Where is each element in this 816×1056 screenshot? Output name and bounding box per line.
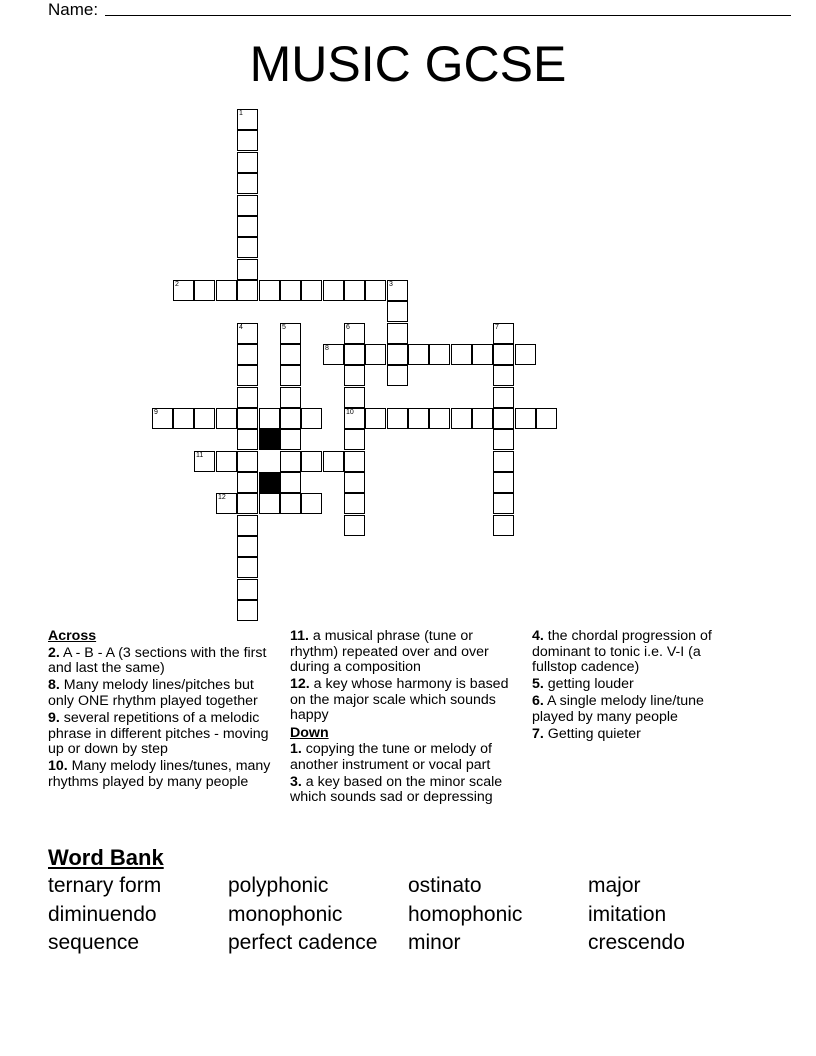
crossword-blocked-cell [259,472,280,493]
crossword-cell[interactable] [323,451,344,472]
clue-number: 12 [218,494,226,501]
crossword-cell[interactable] [515,408,536,429]
crossword-cell[interactable] [387,280,408,301]
down-clue: 1. copying the tune or melody of another instrument or vocal part [290,741,492,773]
crossword-cell[interactable] [259,408,280,429]
word-bank-word: minor [408,931,461,954]
down-clue: 4. the chordal progression of dominant to tonic i.e. V-I (a fullstop cadence) [532,628,712,676]
crossword-cell[interactable] [429,408,450,429]
crossword-cell[interactable] [493,344,514,365]
crossword-cell[interactable] [493,387,514,408]
crossword-cell[interactable] [237,429,258,450]
clue-number: 11 [196,452,204,459]
crossword-cell[interactable] [194,451,215,472]
crossword-cell[interactable] [237,195,258,216]
crossword-cell[interactable] [237,237,258,258]
crossword-cell[interactable] [216,280,237,301]
across-clue: 9. several repetitions of a melodic phrase in different pitches - moving up or down by step [48,709,269,758]
word-bank-word: crescendo [588,931,685,954]
crossword-cell[interactable] [451,344,472,365]
clue-number: 6 [346,324,350,331]
clue-number: 2 [175,281,179,288]
clue-number: 4 [239,324,243,331]
crossword-cell[interactable] [280,408,301,429]
across-heading: Across [48,628,97,644]
crossword-cell[interactable] [237,472,258,493]
clue-number: 10 [346,409,354,416]
crossword-cell[interactable] [237,536,258,557]
down-clue: 5. getting louder [532,676,634,693]
crossword-cell[interactable] [237,557,258,578]
down-clue: 6. A single melody line/tune played by many people [532,693,704,725]
word-bank-word: diminuendo [48,903,157,926]
crossword-cell[interactable] [280,451,301,472]
crossword-cell[interactable] [194,408,215,429]
crossword-cell[interactable] [344,323,365,344]
crossword-cell[interactable] [259,280,280,301]
crossword-cell[interactable] [237,323,258,344]
crossword-cell[interactable] [237,344,258,365]
crossword-cell[interactable] [493,515,514,536]
crossword-cell[interactable] [237,387,258,408]
word-bank-word: major [588,874,641,897]
crossword-cell[interactable] [280,472,301,493]
crossword-cell[interactable] [237,259,258,280]
crossword-cell[interactable] [280,344,301,365]
crossword-cell[interactable] [173,408,194,429]
crossword-cell[interactable] [451,408,472,429]
crossword-cell[interactable] [344,472,365,493]
page-title: MUSIC GCSE [249,36,567,92]
crossword-cell[interactable] [387,365,408,386]
crossword-cell[interactable] [323,344,344,365]
crossword-cell[interactable] [493,493,514,514]
word-bank-word: perfect cadence [228,931,378,954]
crossword-cell[interactable] [472,408,493,429]
crossword-cell[interactable] [344,344,365,365]
crossword-cell[interactable] [280,323,301,344]
crossword-cell[interactable] [536,408,557,429]
crossword-cell[interactable] [237,515,258,536]
clues-column-2 [290,629,520,808]
crossword-cell[interactable] [493,472,514,493]
word-bank-word: ternary form [48,874,162,897]
crossword-cell[interactable] [429,344,450,365]
crossword-cell[interactable] [280,387,301,408]
word-bank-word: homophonic [408,903,523,926]
clue-number: 7 [495,324,499,331]
crossword-cell[interactable] [323,280,344,301]
crossword-cell[interactable] [237,216,258,237]
crossword-cell[interactable] [344,365,365,386]
crossword-cell[interactable] [301,451,322,472]
down-clue: 7. Getting quieter [532,726,641,743]
word-bank-word: sequence [48,931,140,954]
crossword-cell[interactable] [280,493,301,514]
word-bank-word: imitation [588,903,667,926]
crossword-cell[interactable] [344,429,365,450]
crossword-cell[interactable] [237,152,258,173]
crossword-cell[interactable] [237,451,258,472]
crossword-cell[interactable] [515,344,536,365]
across-clue: 11. a musical phrase (tune or rhythm) repeated over and over during a composition [290,628,489,676]
crossword-cell[interactable] [237,280,258,301]
crossword-cell[interactable] [493,429,514,450]
crossword-cell[interactable] [280,280,301,301]
crossword-cell[interactable] [387,344,408,365]
across-clue: 8. Many melody lines/pitches but only ONE rhythm played together [48,677,258,709]
crossword-cell[interactable] [365,280,386,301]
crossword-cell[interactable] [344,493,365,514]
crossword-cell[interactable] [216,493,237,514]
crossword-cell[interactable] [173,280,194,301]
crossword-cell[interactable] [493,365,514,386]
clue-number: 3 [389,281,393,288]
crossword-cell[interactable] [216,451,237,472]
crossword-blocked-cell [259,429,280,450]
crossword-cell[interactable] [387,323,408,344]
crossword-cell[interactable] [237,365,258,386]
crossword-cell[interactable] [237,408,258,429]
across-clue: 12. a key whose harmony is based on the major scale which sounds happy [290,676,509,724]
across-clue: 2. A - B - A (3 sections with the first and last the same) [48,644,267,677]
name-label: Name: [48,0,99,19]
across-clue: 10. Many melody lines/tunes, many rhythms played by many people [48,758,271,790]
clues-column-1 [48,629,278,792]
down-clue: 3. a key based on the minor scale which sounds sad or depressing [290,773,503,806]
crossword-cell[interactable] [194,280,215,301]
crossword-cell[interactable] [387,301,408,322]
word-bank-word: polyphonic [228,874,329,897]
clue-number: 8 [325,345,329,352]
crossword-cell[interactable] [365,344,386,365]
word-bank-title: Word Bank [48,845,164,870]
down-heading: Down [290,724,329,741]
word-bank-word: monophonic [228,903,343,926]
crossword-cell[interactable] [237,600,258,621]
clues-column-3 [532,629,747,744]
crossword-cell[interactable] [301,280,322,301]
crossword-cell[interactable] [301,408,322,429]
crossword-cell[interactable] [472,344,493,365]
crossword-cell[interactable] [344,280,365,301]
crossword-cell[interactable] [152,408,173,429]
clue-number: 9 [154,409,158,416]
crossword-cell[interactable] [408,344,429,365]
crossword-cell[interactable] [493,408,514,429]
crossword-cell[interactable] [387,408,408,429]
crossword-cell[interactable] [237,173,258,194]
crossword-cell[interactable] [493,323,514,344]
crossword-cell[interactable] [237,130,258,151]
crossword-cell[interactable] [344,408,365,429]
crossword-cell[interactable] [280,365,301,386]
crossword-cell[interactable] [216,408,237,429]
crossword-cell[interactable] [344,515,365,536]
crossword-cell[interactable] [237,493,258,514]
crossword-cell[interactable] [344,387,365,408]
crossword-cell[interactable] [408,408,429,429]
crossword-cell[interactable] [280,429,301,450]
clue-number: 5 [282,324,286,331]
crossword-cell[interactable] [237,579,258,600]
crossword-cell[interactable] [344,451,365,472]
crossword-cell[interactable] [259,493,280,514]
word-bank-word: ostinato [408,874,482,897]
crossword-cell[interactable] [365,408,386,429]
crossword-cell[interactable] [493,451,514,472]
crossword-cell[interactable] [237,109,258,130]
clue-number: 1 [239,110,243,117]
crossword-cell[interactable] [301,493,322,514]
